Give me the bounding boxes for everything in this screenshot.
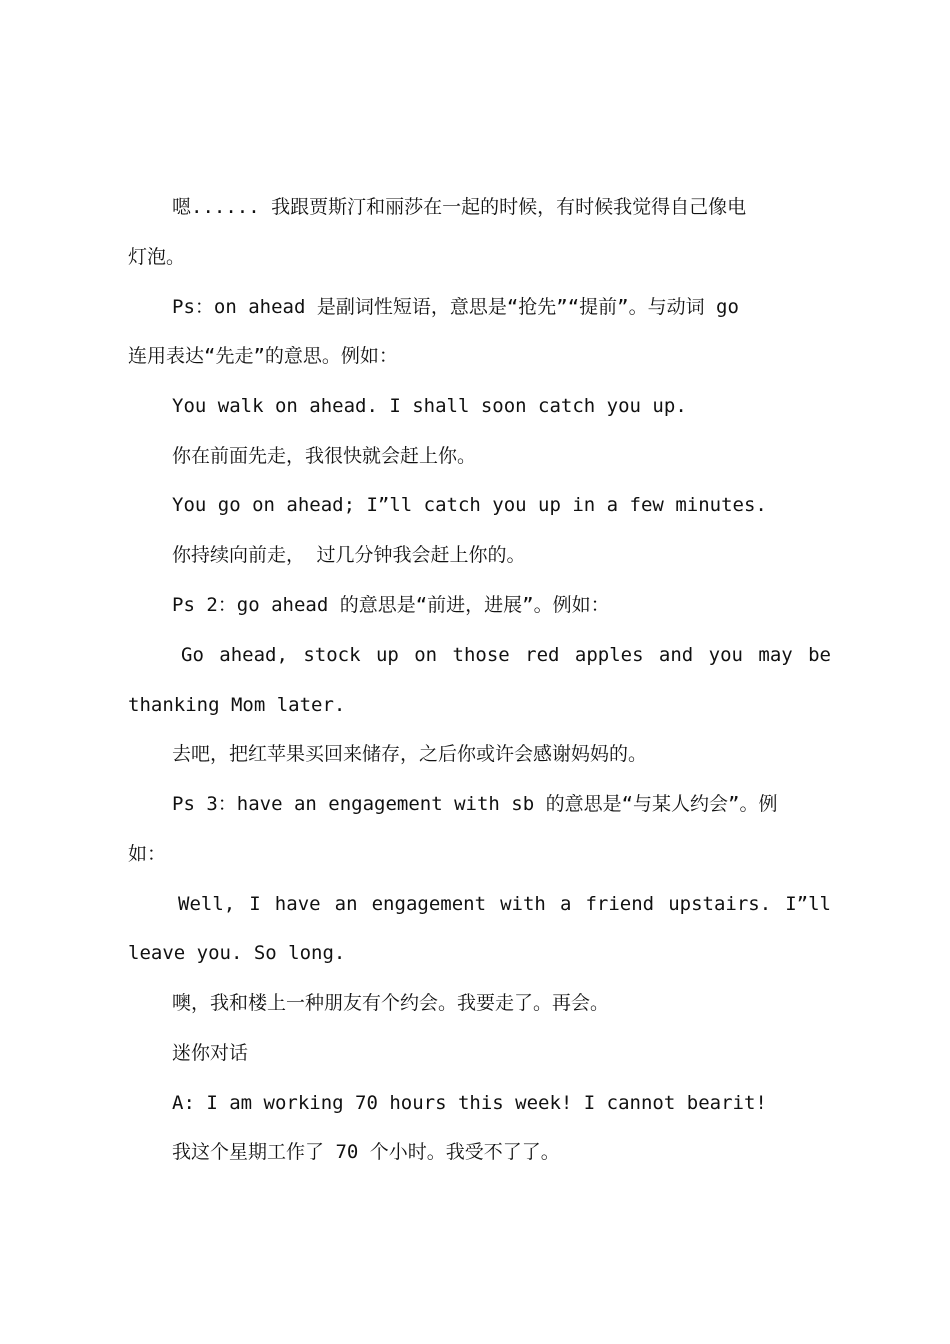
paragraph-line: Ps 3：have an engagement with sb 的意思是“与某人约会”。例 xyxy=(172,793,778,815)
paragraph-line: Ps：on ahead 是副词性短语，意思是“抢先”“提前”。与动词 go xyxy=(172,296,739,318)
paragraph-line: 嗯...... 我跟贾斯汀和丽莎在一起的时候，有时候我觉得自己像电 xyxy=(172,196,747,218)
example-sentence-english: leave you. So long. xyxy=(128,942,346,964)
example-sentence-chinese: 去吧，把红苹果买回来储存，之后你或许会感谢妈妈的。 xyxy=(172,743,648,765)
example-sentence-english: You walk on ahead. I shall soon catch you up. xyxy=(172,395,687,417)
example-sentence-chinese: 你持续向前走， 过几分钟我会赶上你的。 xyxy=(172,544,526,566)
paragraph-line: 连用表达“先走”的意思。例如： xyxy=(128,345,398,367)
paragraph-line: Ps 2：go ahead 的意思是“前进，进展”。例如： xyxy=(172,594,610,616)
paragraph-line: 如： xyxy=(128,843,167,865)
example-sentence-english: Well, I have an engagement with a friend upstairs. I”ll xyxy=(178,893,831,915)
dialogue-line: A: I am working 70 hours this week! I cannot bearit! xyxy=(172,1092,767,1114)
example-sentence-english: thanking Mom later. xyxy=(128,694,346,716)
example-sentence-english: Go ahead, stock up on those red apples and you may be xyxy=(181,644,831,666)
paragraph-line: 灯泡。 xyxy=(128,246,186,268)
section-heading: 迷你对话 xyxy=(172,1042,249,1064)
dialogue-translation: 我这个星期工作了 70 个小时。我受不了了。 xyxy=(172,1141,560,1163)
example-sentence-chinese: 噢，我和楼上一种朋友有个约会。我要走了。再会。 xyxy=(172,992,610,1014)
example-sentence-english: You go on ahead; I”ll catch you up in a few minutes. xyxy=(172,494,767,516)
example-sentence-chinese: 你在前面先走，我很快就会赶上你。 xyxy=(172,445,477,467)
